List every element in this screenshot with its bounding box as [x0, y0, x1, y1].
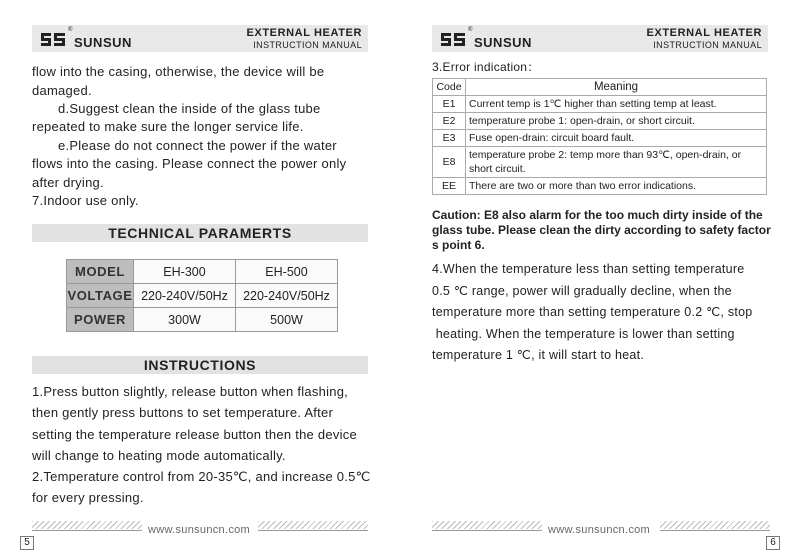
page-header	[432, 25, 768, 52]
spec-label: VOLTAGE	[67, 284, 134, 308]
manual-subtitle: INSTRUCTION MANUAL	[253, 40, 362, 50]
paragraph-line: repeated to make sure the longer service life.	[32, 119, 304, 134]
footer-url: www.sunsuncn.com	[148, 524, 251, 536]
paragraph-line: 1.Press button slightly, release button when flashing,	[32, 384, 349, 399]
footer-rule	[32, 530, 142, 531]
sunsun-logo-icon	[440, 30, 466, 47]
brand-name: SUNSUN	[74, 35, 132, 50]
table-row	[67, 308, 338, 332]
table-row	[67, 284, 338, 308]
error-code: EE	[433, 178, 466, 195]
error-meaning: There are two or more than two error indications.	[466, 178, 767, 195]
paragraph-line: will change to heating mode automatically.	[32, 448, 286, 463]
paragraph-line: temperature 1 ℃, it will start to heat.	[432, 348, 645, 362]
footer-rule	[660, 530, 770, 531]
paragraph-line: 0.5 ℃ range, power will gradually decline, when the	[432, 284, 732, 298]
paragraph-line: heating. When the temperature is lower than setting	[432, 327, 735, 341]
manual-subtitle: INSTRUCTION MANUAL	[653, 40, 762, 50]
paragraph-line: for every pressing.	[32, 490, 144, 505]
spec-label: POWER	[67, 308, 134, 332]
registered-mark: ®	[68, 27, 73, 33]
paragraph-line: after drying.	[32, 175, 104, 190]
table-header-row	[433, 79, 767, 96]
table-row	[433, 113, 767, 130]
section-band-technical	[32, 224, 368, 242]
section-title: INSTRUCTIONS	[143, 357, 257, 373]
footer-hatch	[432, 521, 542, 529]
brand-name: SUNSUN	[474, 35, 532, 50]
error-table	[432, 78, 767, 195]
table-row	[433, 130, 767, 147]
paragraph-line: setting the temperature release button then the device	[32, 427, 357, 442]
table-row	[433, 96, 767, 113]
spec-value: EH-300	[134, 260, 236, 284]
footer-hatch	[32, 521, 142, 529]
spec-value: EH-500	[236, 260, 338, 284]
page-number: 5	[20, 536, 34, 550]
error-meaning: Current temp is 1℃ higher than setting temp at least.	[466, 96, 767, 113]
paragraph-line: then gently press buttons to set temperature. After	[32, 405, 334, 420]
error-heading: 3.Error indication：	[432, 60, 540, 74]
error-code: E1	[433, 96, 466, 113]
error-code: E8	[433, 147, 466, 178]
page-number: 6	[766, 536, 780, 550]
error-meaning: temperature probe 1: open-drain, or short circuit.	[466, 113, 767, 130]
error-meaning: temperature probe 2: temp more than 93℃, open-drain, or short circuit.	[466, 147, 767, 178]
header-title	[646, 27, 762, 51]
page-header	[32, 25, 368, 52]
spec-value: 500W	[236, 308, 338, 332]
paragraph-line: temperature more than setting temperature 0.2 ℃, stop	[432, 305, 753, 319]
product-title: EXTERNAL HEATER	[646, 27, 762, 39]
footer-rule	[258, 530, 368, 531]
paragraph-line: e.Please do not connect the power if the water	[58, 138, 337, 153]
table-row	[67, 260, 338, 284]
column-header: Code	[433, 79, 466, 96]
paragraph-line: d.Suggest clean the inside of the glass tube	[58, 101, 321, 116]
section-title: TECHNICAL PARAMERTS	[108, 225, 292, 241]
paragraph-line: flows into the casing. Please connect the power only	[32, 156, 347, 171]
paragraph-line: 4.When the temperature less than setting temperature	[432, 262, 745, 276]
section-band-instructions	[32, 356, 368, 374]
product-title: EXTERNAL HEATER	[246, 27, 362, 39]
header-title	[246, 27, 362, 51]
registered-mark: ®	[468, 27, 473, 33]
paragraph-line: flow into the casing, otherwise, the device will be	[32, 64, 325, 79]
spec-value: 220-240V/50Hz	[236, 284, 338, 308]
table-row	[433, 178, 767, 195]
paragraph-line: 7.Indoor use only.	[32, 193, 139, 208]
footer-hatch	[660, 521, 770, 529]
paragraph-line: damaged.	[32, 83, 92, 98]
error-code: E3	[433, 130, 466, 147]
table-row	[433, 147, 767, 178]
spec-label: MODEL	[67, 260, 134, 284]
footer-rule	[432, 530, 542, 531]
footer-url: www.sunsuncn.com	[548, 524, 651, 536]
error-meaning: Fuse open-drain: circuit board fault.	[466, 130, 767, 147]
spec-value: 300W	[134, 308, 236, 332]
spec-value: 220-240V/50Hz	[134, 284, 236, 308]
footer-hatch	[258, 521, 368, 529]
error-code: E2	[433, 113, 466, 130]
spec-table	[66, 259, 338, 332]
paragraph-line: 2.Temperature control from 20-35℃, and increase 0.5℃	[32, 469, 371, 484]
caution-note: Caution: E8 also alarm for the too much dirty inside of the glass tube. Please clean the dirty according to safety factor s point 6.	[432, 208, 771, 252]
column-header: Meaning	[466, 79, 767, 96]
sunsun-logo-icon	[40, 30, 66, 47]
